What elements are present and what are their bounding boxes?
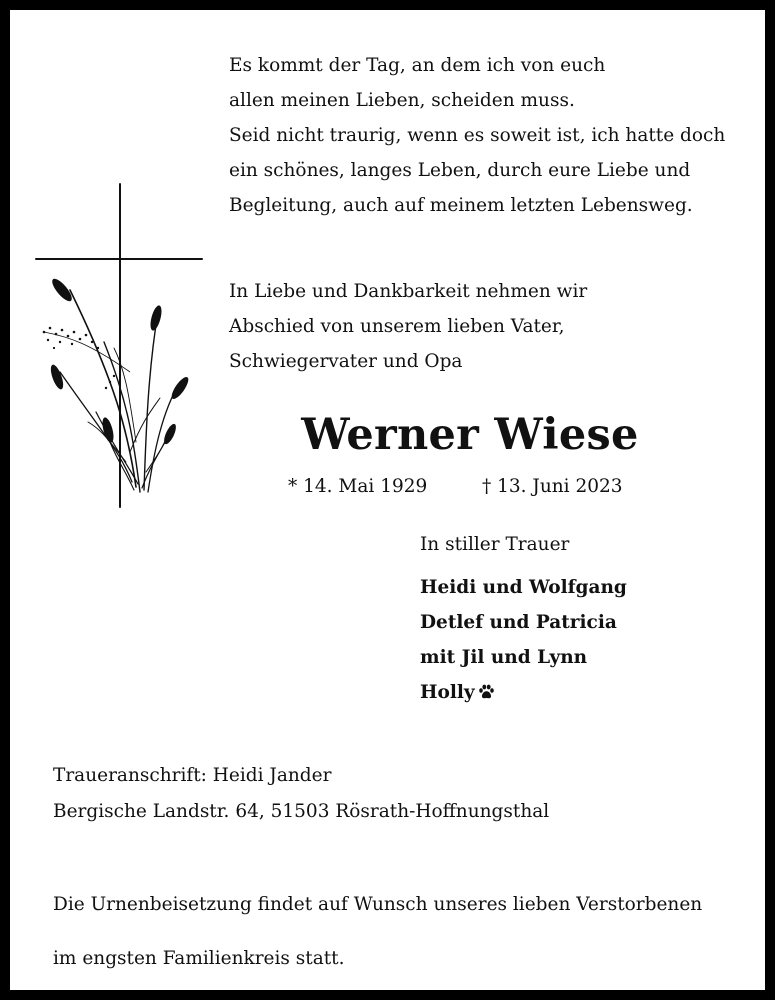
- mourner-pet: [420, 675, 760, 710]
- intro-line: Abschied von unserem lieben Vater,: [229, 316, 565, 337]
- deceased-name: Werner Wiese: [301, 410, 639, 460]
- poem-line: ein schönes, langes Leben, durch eure Liebe und: [229, 160, 691, 181]
- mourning-label: In stiller Trauer: [420, 534, 570, 555]
- mourner-name: Holly: [420, 682, 475, 703]
- birth-date: * 14. Mai 1929: [288, 476, 428, 497]
- poem-line: Seid nicht traurig, wenn es soweit ist, ich hatte doch: [229, 125, 726, 146]
- mourner-name: Heidi und Wolfgang: [420, 577, 627, 598]
- mourner-name: Detlef und Patricia: [420, 612, 617, 633]
- mourners-list: [420, 570, 760, 710]
- farewell-intro: [229, 274, 709, 379]
- poem-line: allen meinen Lieben, scheiden muss.: [229, 90, 575, 111]
- death-date: † 13. Juni 2023: [482, 476, 623, 497]
- intro-line: In Liebe und Dankbarkeit nehmen wir: [229, 281, 588, 302]
- paw-print-icon: [478, 684, 495, 700]
- mourner-name: mit Jil und Lynn: [420, 647, 588, 668]
- closing-line: Die Urnenbeisetzung findet auf Wunsch unseres lieben Verstorbenen: [53, 894, 703, 915]
- poem-line: Es kommt der Tag, an dem ich von euch: [229, 55, 606, 76]
- address-line: Bergische Landstr. 64, 51503 Rösrath-Hoffnungsthal: [53, 801, 550, 822]
- cross-with-wheat-icon: [30, 172, 220, 512]
- mourning-address: [53, 758, 753, 830]
- address-line: Traueranschrift: Heidi Jander: [53, 765, 332, 786]
- memorial-poem: [229, 48, 769, 223]
- poem-line: Begleitung, auch auf meinem letzten Lebensweg.: [229, 195, 693, 216]
- burial-note: [53, 878, 753, 986]
- closing-line: im engsten Familienkreis statt.: [53, 948, 345, 969]
- intro-line: Schwiegervater und Opa: [229, 351, 463, 372]
